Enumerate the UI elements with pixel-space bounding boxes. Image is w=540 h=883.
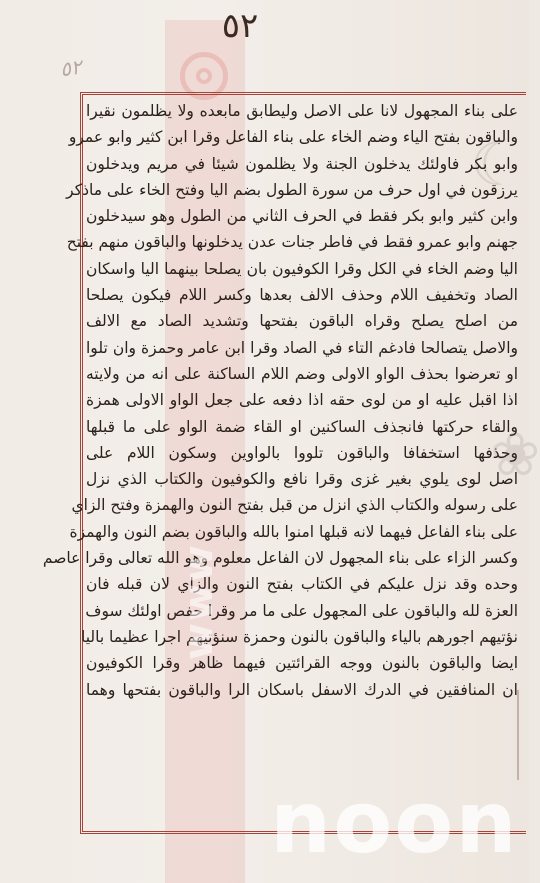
page-number: ٥٢ xyxy=(221,6,259,46)
text-line: يرزقون في اول حرف من سورة الطول بضم اليا وفتح الخاء على ماذكر xyxy=(66,180,518,199)
text-line: على رسوله والكتاب الذي انزل من قبل بفتح النون والهمزة وفتح الزاي xyxy=(71,496,518,515)
text-line: اذا اقبل عليه او من لوى حقه اذا دفعه على جعل الواو الاولى همزة xyxy=(86,391,518,410)
text-line: والاصل يتصالحا فادغم التاء في الصاد وقرا ابن عامر وحمزة وان تلوا xyxy=(86,338,518,357)
text-line: اليا وضم الخاء في الكل وقرا الكوفيون بان يصلحا بينهما اليا واسكان xyxy=(86,259,518,278)
text-line: وحذفها استخفافا والباقون تلووا بالواوين وسكون اللام على xyxy=(86,443,518,462)
text-line: ايضا والباقون بالنون ووجه القرائتين فيهما ظاهر وقرا الكوفيون xyxy=(86,654,518,673)
text-line: جهنم وابو عمرو فقط في فاطر جنات عدن يدخلونها والباقون منهم بفتح xyxy=(66,233,518,252)
margin-ornament xyxy=(503,690,519,780)
text-line: على بناء الفاعل فيهما لانه قبلها امنوا بالله والباقون بضم النون والهمزة xyxy=(69,522,518,541)
text-line: والباقون بفتح الياء وضم الخاء على بناء الفاعل وقرا ابن كثير وابو عمرو xyxy=(68,128,518,147)
text-line: الصاد وتخفيف اللام وحذف الالف بعدها وكسر اللام فيكون يصلحا xyxy=(86,286,518,305)
margin-page-note: ٥٢ xyxy=(58,54,84,82)
manuscript-text-block xyxy=(42,98,518,828)
text-line: وابو بكر فاولئك يدخلون الجنة ولا يظلمون شيئا في مريم ويدخلون xyxy=(86,154,518,173)
text-line: ان المنافقين في الدرك الاسفل باسكان الرا والباقون بفتحها وهما xyxy=(86,680,518,699)
text-line: العزة لله والباقون على المجهول على ما مر وقرا حفص اولئك سوف xyxy=(85,601,518,620)
text-line: اصل لوى يلوي بغير غزى وقرا نافع والكوفيون والكتاب الذي نزل xyxy=(86,470,518,489)
text-line: وحده وقد نزل عليكم في الكتاب بفتح النون والزاي لان قبله فان xyxy=(86,575,518,594)
background-motif: ☾ xyxy=(470,130,524,200)
text-line: من اصلح يصلح وقراه الباقون بفتحها وتشديد الصاد مع الالف xyxy=(86,312,518,331)
text-line: وابن كثير وابو بكر فقط في الحرف الثاني من الطول وهو سيدخلون xyxy=(86,207,518,226)
text-line: وكسر الزاء على بناء المجهول لان الفاعل معلوم وهو الله تعالى وقرا عاصم xyxy=(42,549,518,568)
text-line: نؤتيهم اجورهم بالياء والباقون بالنون وحمزة سنؤتيهم اجرا عظيما باليا xyxy=(80,627,518,646)
background-motif: ❀ xyxy=(490,420,540,490)
watermark-vertical-text: www xyxy=(176,543,222,660)
text-line: على بناء المجهول لانا على الاصل وليطابق مابعده ولا يظلمون نقيرا xyxy=(86,102,518,120)
text-line: او تعرضوا بحذف الواو الاولى وضم اللام الساكنة على انه من ولايته xyxy=(86,364,518,383)
watermark-brand-text: noon xyxy=(270,773,519,873)
text-line: والقاء حركتها فانجذف الساكنين او القاء ضمة الواو على ما قبلها xyxy=(86,417,518,436)
